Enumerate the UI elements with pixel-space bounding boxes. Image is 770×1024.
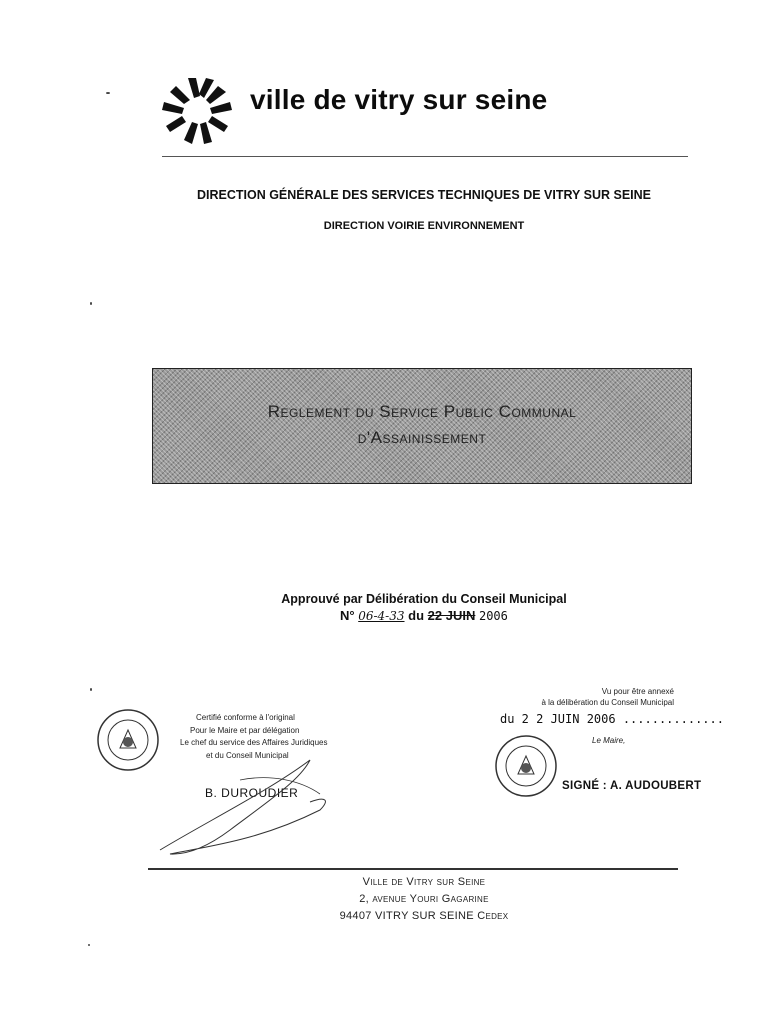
scan-speck	[90, 302, 92, 305]
footer-line3: 94407 VITRY SUR SEINE Cedex	[339, 910, 509, 922]
scan-speck	[106, 92, 110, 94]
header-rule	[162, 156, 688, 157]
annex-line2: à la délibération du Conseil Municipal	[541, 698, 674, 707]
city-name-logo-text: ville de vitry sur seine	[250, 84, 548, 115]
cert-line4: et du Conseil Municipal	[206, 750, 289, 760]
mayor-signature-text: SIGNÉ : A. AUDOUBERT	[562, 780, 702, 792]
direction-general-heading: DIRECTION GÉNÉRALE DES SERVICES TECHNIQUES DE VITRY SUR SEINE	[196, 188, 652, 202]
annex-date: du 2 2 JUIN 2006 ..............	[500, 712, 724, 726]
scan-speck	[90, 688, 92, 691]
scan-speck	[88, 944, 90, 946]
document-title-line2: d'Assainissement	[357, 428, 487, 447]
cert-line3: Le chef du service des Affaires Juridiques	[180, 738, 328, 747]
footer-rule	[148, 868, 678, 870]
document-title-line1: Reglement du Service Public Communal	[267, 402, 577, 421]
maire-label: Le Maire,	[592, 736, 626, 745]
document-title-box	[152, 368, 692, 484]
annex-block	[500, 686, 674, 708]
certification-signer: B. DUROUDIER	[205, 786, 299, 800]
date-crossed: 22 JUIN	[427, 608, 476, 623]
deliberation-number-line	[340, 608, 508, 623]
number-prefix: N°	[340, 608, 355, 623]
footer-line2: 2, avenue Youri Gagarine	[359, 893, 489, 905]
date-year: 2006	[478, 609, 508, 623]
handwritten-signature-icon	[150, 750, 390, 860]
approval-label: Approuvé par Délibération du Conseil Municipal	[281, 592, 567, 606]
footer-line1: Ville de Vitry sur Seine	[362, 876, 486, 888]
annex-line1: Vu pour être annexé	[601, 687, 674, 696]
date-du: du	[408, 608, 425, 623]
right-official-seal-icon	[494, 734, 558, 798]
direction-department-heading: DIRECTION VOIRIE ENVIRONNEMENT	[323, 220, 525, 232]
deliberation-number: 06-4-33	[358, 609, 405, 623]
cert-line1: Certifié conforme à l'original	[196, 713, 295, 722]
cert-line2: Pour le Maire et par délégation	[190, 725, 300, 735]
city-logo-icon	[160, 74, 234, 148]
